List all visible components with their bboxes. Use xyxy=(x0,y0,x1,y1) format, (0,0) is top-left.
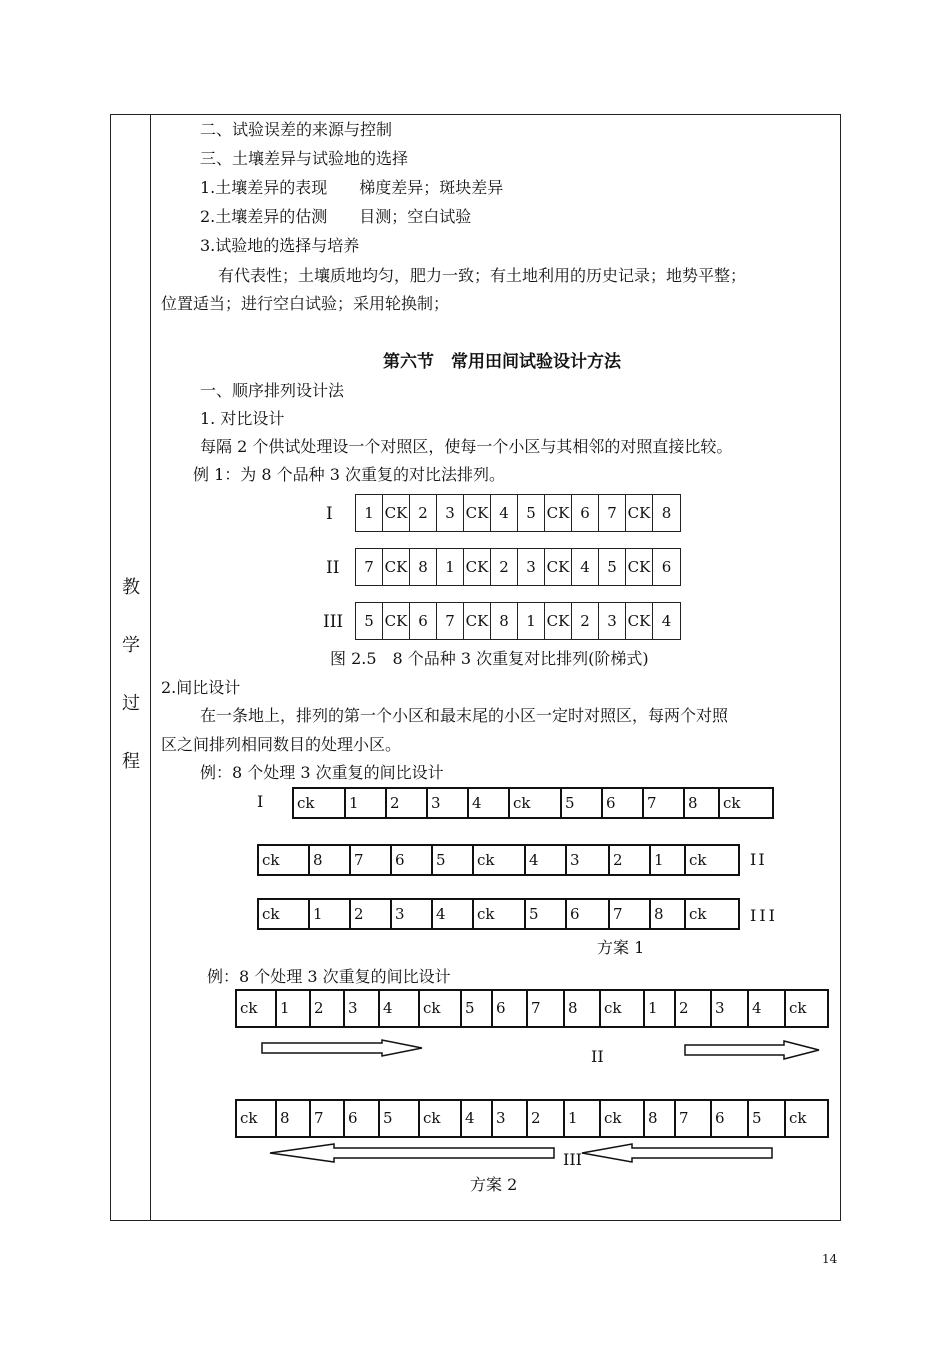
stair-cell: 1 xyxy=(437,549,464,585)
scheme1-row-2 xyxy=(257,844,740,876)
plot-cell: 8 xyxy=(645,1101,676,1136)
stair-cell: 3 xyxy=(437,495,464,531)
plot-cell: 3 xyxy=(392,900,433,928)
plot-cell: 8 xyxy=(310,846,351,874)
plot-cell: 5 xyxy=(562,789,603,817)
plot-cell: ck xyxy=(420,991,462,1026)
stair-cell: 5 xyxy=(599,549,626,585)
plot-cell: ck xyxy=(789,1109,807,1127)
left-column xyxy=(111,115,151,1220)
stair-cell: 8 xyxy=(661,504,672,522)
scheme1-label-3: III xyxy=(750,906,778,925)
plot-cell: 8 xyxy=(685,789,720,817)
plot-cell: 3 xyxy=(345,991,380,1026)
plot-cell: 7 xyxy=(676,1101,712,1136)
plot-cell: 5 xyxy=(462,991,493,1026)
plot-cell: 1 xyxy=(277,991,311,1026)
plot-cell: 7 xyxy=(610,900,651,928)
stair-cell: 6 xyxy=(572,495,599,531)
plot-cell: 3 xyxy=(567,846,610,874)
plot-cell: 1 xyxy=(565,1101,601,1136)
right-arrow-icon xyxy=(258,1038,428,1058)
para1-line1: 有代表性；土壤质地均匀，肥力一致；有土地利用的历史记录；地势平整； xyxy=(218,266,747,285)
plot-cell: 6 xyxy=(603,789,644,817)
stair-cell: 3 xyxy=(518,549,545,585)
plot-cell: ck xyxy=(474,900,526,928)
left-label-4: 程 xyxy=(122,751,140,772)
stair-cell: 6 xyxy=(410,603,437,639)
stair-row-label-2: II xyxy=(326,558,340,578)
plot-cell: 1 xyxy=(651,846,686,874)
plot-cell: ck xyxy=(237,991,277,1026)
interval-desc-line1: 在一条地上，排列的第一个小区和最末尾的小区一定时对照区，每两个对照 xyxy=(200,706,729,725)
plot-cell: 4 xyxy=(462,1101,493,1136)
plot-cell: 6 xyxy=(567,900,610,928)
plot-cell: 2 xyxy=(610,846,651,874)
plot-cell: 1 xyxy=(346,789,387,817)
plot-cell: 3 xyxy=(493,1101,528,1136)
plot-cell: 8 xyxy=(565,991,601,1026)
stair-cell: 2 xyxy=(572,603,599,639)
section-title: 第六节 常用田间试验设计方法 xyxy=(383,352,621,372)
plot-cell: 2 xyxy=(676,991,712,1026)
plot-cell: 2 xyxy=(351,900,392,928)
stair-cell: CK xyxy=(464,495,491,531)
plot-cell: ck xyxy=(237,1101,277,1136)
plot-cell: 1 xyxy=(310,900,351,928)
plot-cell: 5 xyxy=(749,1101,786,1136)
plot-cell: 4 xyxy=(433,900,474,928)
plot-cell: ck xyxy=(601,991,645,1026)
plot-cell: 8 xyxy=(651,900,686,928)
para1-line2: 位置适当；进行空白试验；采用轮换制； xyxy=(161,294,450,313)
plot-cell: 6 xyxy=(392,846,433,874)
stair-row-1 xyxy=(355,494,681,532)
contrast-description: 每隔 2 个供试处理设一个对照区，使每一个小区与其相邻的对照直接比较。 xyxy=(200,437,733,456)
scheme2-caption: 方案 2 xyxy=(470,1175,518,1194)
plot-cell: ck xyxy=(259,900,310,928)
plot-cell: ck xyxy=(601,1101,645,1136)
line-soil-performance: 1.土壤差异的表现 梯度差异；斑块差异 xyxy=(200,178,504,197)
plot-cell: 4 xyxy=(469,789,510,817)
scheme2-row-1 xyxy=(235,989,829,1028)
stair-row-3 xyxy=(355,602,681,640)
stair-cell: 4 xyxy=(491,495,518,531)
plot-cell: ck xyxy=(420,1101,462,1136)
stair-cell: CK xyxy=(464,549,491,585)
plot-cell: 1 xyxy=(645,991,676,1026)
stair-cell: CK xyxy=(383,495,410,531)
scheme2-label-bottom: III xyxy=(563,1150,582,1169)
stair-cell: CK xyxy=(545,603,572,639)
stair-cell: CK xyxy=(545,549,572,585)
left-label-3: 过 xyxy=(122,693,140,714)
stair-cell: CK xyxy=(626,549,653,585)
line-soil-diff: 三、土壤差异与试验地的选择 xyxy=(200,149,409,168)
stair-cell: CK xyxy=(464,603,491,639)
stair-cell: 4 xyxy=(572,549,599,585)
line-site-selection: 3.试验地的选择与培养 xyxy=(200,236,360,255)
scheme1-row-3 xyxy=(257,898,740,930)
stair-cell: 7 xyxy=(356,549,383,585)
stair-row-label-1: I xyxy=(326,504,333,524)
stair-row-label-3: III xyxy=(323,612,344,632)
plot-cell: 5 xyxy=(526,900,567,928)
stair-cell: 2 xyxy=(491,549,518,585)
plot-cell: 7 xyxy=(528,991,565,1026)
scheme2-label-mid: II xyxy=(591,1047,604,1066)
plot-cell: 8 xyxy=(277,1101,311,1136)
plot-cell: 7 xyxy=(311,1101,345,1136)
plot-cell: 6 xyxy=(345,1101,380,1136)
plot-cell: 4 xyxy=(749,991,786,1026)
sub-heading-sequential: 一、顺序排列设计法 xyxy=(200,381,345,400)
plot-cell: 3 xyxy=(712,991,749,1026)
plot-cell: 3 xyxy=(428,789,469,817)
example-1: 例 1：为 8 个品种 3 次重复的对比法排列。 xyxy=(193,465,505,484)
plot-cell: 5 xyxy=(433,846,474,874)
stair-cell: CK xyxy=(383,549,410,585)
line-soil-estimate: 2.土壤差异的估测 目测；空白试验 xyxy=(200,207,472,226)
scheme1-label-2: II xyxy=(750,850,767,869)
stair-cell: CK xyxy=(626,603,653,639)
plot-cell: ck xyxy=(294,789,346,817)
plot-cell: 7 xyxy=(351,846,392,874)
plot-cell: 2 xyxy=(528,1101,565,1136)
stair-row-2 xyxy=(355,548,681,586)
scheme1-label-1: I xyxy=(257,792,264,811)
stair-cell: 8 xyxy=(410,549,437,585)
line-error-source: 二、试验误差的来源与控制 xyxy=(200,120,393,139)
stair-cell: 6 xyxy=(661,558,672,576)
stair-cell: 3 xyxy=(599,603,626,639)
plot-cell: 4 xyxy=(380,991,420,1026)
plot-cell: ck xyxy=(689,905,707,923)
left-label-2: 学 xyxy=(122,635,140,656)
stair-cell: 5 xyxy=(356,603,383,639)
left-label-1: 教 xyxy=(122,577,140,598)
plot-cell: 6 xyxy=(712,1101,749,1136)
figure-caption: 图 2.5 8 个品种 3 次重复对比排列(阶梯式) xyxy=(330,649,649,668)
plot-cell: ck xyxy=(689,851,707,869)
plot-cell: 4 xyxy=(526,846,567,874)
left-arrow-icon xyxy=(578,1142,776,1164)
stair-cell: 7 xyxy=(437,603,464,639)
stair-cell: 5 xyxy=(518,495,545,531)
scheme2-row-2 xyxy=(235,1099,829,1138)
interval-desc-line2: 区之间排列相同数目的处理小区。 xyxy=(161,735,402,754)
plot-cell: 7 xyxy=(644,789,685,817)
page-number: 14 xyxy=(822,1252,838,1266)
plot-cell: 6 xyxy=(493,991,528,1026)
right-arrow-icon xyxy=(682,1040,824,1060)
stair-cell: 4 xyxy=(661,612,672,630)
plot-cell: ck xyxy=(510,789,562,817)
left-arrow-icon xyxy=(266,1142,558,1164)
stair-cell: CK xyxy=(626,495,653,531)
plot-cell: 5 xyxy=(380,1101,420,1136)
stair-cell: 7 xyxy=(599,495,626,531)
sub-heading-contrast: 1. 对比设计 xyxy=(200,409,285,428)
example-3: 例：8 个处理 3 次重复的间比设计 xyxy=(207,967,451,986)
plot-cell: ck xyxy=(259,846,310,874)
stair-cell: 1 xyxy=(518,603,545,639)
plot-cell: 2 xyxy=(387,789,428,817)
sub-heading-interval: 2.间比设计 xyxy=(161,678,241,697)
stair-cell: CK xyxy=(545,495,572,531)
scheme1-caption: 方案 1 xyxy=(597,938,645,957)
plot-cell: 2 xyxy=(311,991,345,1026)
example-2: 例：8 个处理 3 次重复的间比设计 xyxy=(200,763,444,782)
stair-cell: 2 xyxy=(410,495,437,531)
stair-cell: 8 xyxy=(491,603,518,639)
plot-cell: ck xyxy=(789,999,807,1017)
stair-cell: CK xyxy=(383,603,410,639)
stair-cell: 1 xyxy=(356,495,383,531)
plot-cell: ck xyxy=(474,846,526,874)
scheme1-row-1 xyxy=(292,787,774,819)
plot-cell: ck xyxy=(723,794,741,812)
